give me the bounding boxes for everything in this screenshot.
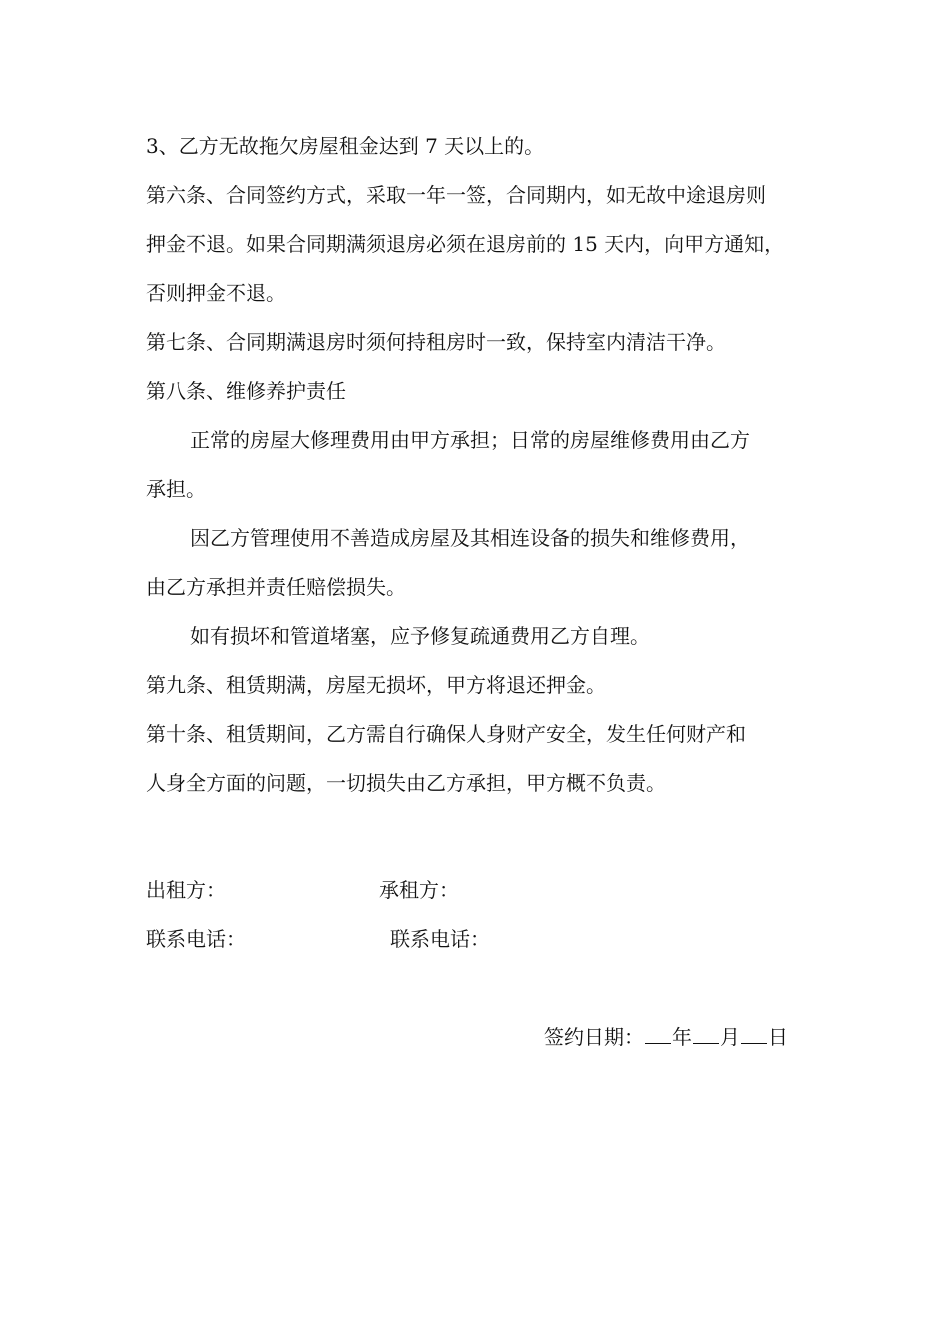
month-blank: [693, 1021, 719, 1044]
contract-body: [146, 122, 822, 808]
article-8-para-2-line-2: 由乙方承担并责任赔偿损失。: [146, 575, 406, 599]
article-8-para-1-line-1: 正常的房屋大修理费用由甲方承担；日常的房屋维修费用由乙方: [190, 428, 750, 452]
lessee-label: 承租方：: [379, 878, 459, 902]
article-7: 第七条、合同期满退房时须何持租房时一致，保持室内清洁干净。: [146, 330, 726, 354]
article-10-line-1: 第十条、租赁期间，乙方需自行确保人身财产安全，发生任何财产和: [146, 722, 746, 746]
lessee-phone-label: 联系电话：: [390, 927, 490, 951]
lessor-phone-label: 联系电话：: [146, 927, 246, 951]
lessor-label: 出租方：: [146, 878, 226, 902]
article-8-para-2-line-1: 因乙方管理使用不善造成房屋及其相连设备的损失和维修费用，: [190, 526, 750, 550]
article-8-para-3: 如有损坏和管道堵塞，应予修复疏通费用乙方自理。: [190, 624, 650, 648]
day-label: 日: [768, 1025, 788, 1049]
signature-row-parties: [146, 866, 822, 915]
clause-item-3: 3、乙方无故拖欠房屋租金达到 7 天以上的。: [146, 134, 545, 158]
article-9: 第九条、租赁期满，房屋无损坏，甲方将退还押金。: [146, 673, 606, 697]
article-10-line-2: 人身全方面的问题，一切损失由乙方承担，甲方概不负责。: [146, 771, 666, 795]
article-8-para-1-line-2: 承担。: [146, 477, 206, 501]
month-label: 月: [720, 1025, 740, 1049]
signature-block: [146, 866, 822, 964]
article-8-heading: 第八条、维修养护责任: [146, 379, 346, 403]
year-blank: [645, 1021, 671, 1044]
year-label: 年: [672, 1025, 692, 1049]
article-6-line-2: 押金不退。如果合同期满须退房必须在退房前的 15 天内，向甲方通知，: [146, 232, 785, 256]
article-6-line-3: 否则押金不退。: [146, 281, 286, 305]
signature-row-phones: [146, 915, 822, 964]
signing-date: [544, 1013, 788, 1062]
signing-date-label: 签约日期：: [544, 1025, 644, 1049]
day-blank: [741, 1021, 767, 1044]
article-6-line-1: 第六条、合同签约方式，采取一年一签，合同期内，如无故中途退房则: [146, 183, 766, 207]
